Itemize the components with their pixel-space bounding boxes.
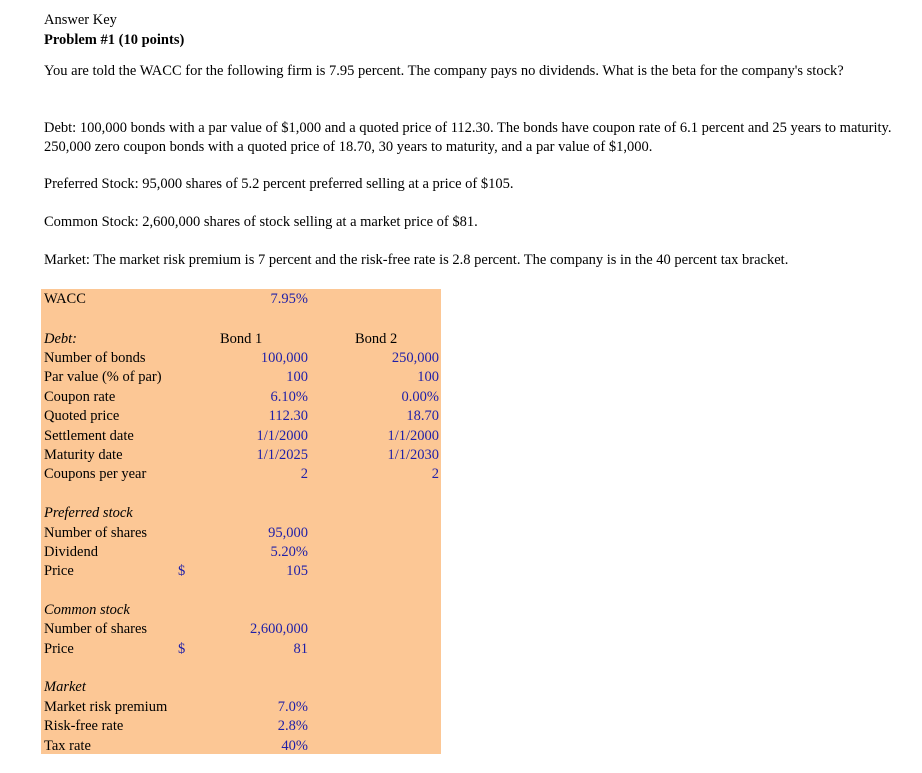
common-value: 2,600,000 bbox=[250, 621, 308, 637]
debt-row-label: Quoted price bbox=[44, 408, 120, 424]
debt-bond1-value: 100,000 bbox=[260, 350, 308, 366]
debt-bond1-value: 112.30 bbox=[268, 408, 308, 424]
preferred-text: Preferred Stock: 95,000 shares of 5.2 percent preferred selling at a price of $105. bbox=[44, 176, 514, 192]
common-row-label: Number of shares bbox=[44, 621, 148, 637]
bond2-header: Bond 2 bbox=[355, 331, 398, 347]
debt-section-label: Debt: bbox=[44, 331, 78, 347]
debt-bond1-value: 2 bbox=[300, 466, 308, 482]
market-value: 2.8% bbox=[277, 718, 308, 734]
debt-bond1-value: 1/1/2025 bbox=[256, 447, 308, 463]
debt-bond2-value: 0.00% bbox=[401, 389, 439, 405]
debt-bond2-value: 100 bbox=[417, 369, 439, 385]
market-row-label: Risk-free rate bbox=[44, 718, 124, 734]
debt-row-label: Coupons per year bbox=[44, 466, 147, 482]
question-text: You are told the WACC for the following firm is 7.95 percent. The company pays no dividends. What is the beta for the company's stock? bbox=[44, 63, 844, 79]
debt-bond1-value: 6.10% bbox=[270, 389, 308, 405]
preferred-row-label: Price bbox=[44, 563, 74, 579]
debt-row-label: Number of bonds bbox=[44, 350, 146, 366]
common-section-label: Common stock bbox=[44, 602, 130, 618]
market-value: 7.0% bbox=[277, 699, 308, 715]
preferred-row-label: Dividend bbox=[44, 544, 98, 560]
debt-bond2-value: 18.70 bbox=[406, 408, 439, 424]
preferred-row-label: Number of shares bbox=[44, 525, 148, 541]
debt-row-label: Par value (% of par) bbox=[44, 369, 162, 385]
debt-bond1-value: 1/1/2000 bbox=[256, 428, 308, 444]
debt-row-label: Settlement date bbox=[44, 428, 134, 444]
debt-bond2-value: 1/1/2030 bbox=[387, 447, 439, 463]
answer-key-label: Answer Key bbox=[44, 12, 117, 28]
debt-row-label: Maturity date bbox=[44, 447, 123, 463]
debt-bond1-value: 100 bbox=[286, 369, 308, 385]
common-text: Common Stock: 2,600,000 shares of stock selling at a market price of $81. bbox=[44, 214, 478, 230]
debt-bond2-value: 250,000 bbox=[391, 350, 439, 366]
preferred-section-label: Preferred stock bbox=[44, 505, 133, 521]
debt-bond2-value: 2 bbox=[431, 466, 439, 482]
market-row-label: Tax rate bbox=[44, 738, 91, 754]
common-value: 81 bbox=[293, 641, 308, 657]
common-row-label: Price bbox=[44, 641, 74, 657]
debt-text: Debt: 100,000 bonds with a par value of $1,000 and a quoted price of 112.30. The bonds have coupon rate of 6.1 percent and 25 years to maturity. 250,000 zero coupon bonds with a quoted price of 18.70, 30 years to maturity, and a par value of $1,000. bbox=[44, 120, 892, 155]
debt-bond2-value: 1/1/2000 bbox=[387, 428, 439, 444]
problem-title: Problem #1 (10 points) bbox=[44, 32, 185, 48]
currency-symbol: $ bbox=[178, 641, 186, 657]
currency-symbol: $ bbox=[178, 563, 186, 579]
preferred-value: 105 bbox=[286, 563, 308, 579]
preferred-value: 5.20% bbox=[270, 544, 308, 560]
market-value: 40% bbox=[281, 738, 308, 754]
market-row-label: Market risk premium bbox=[44, 699, 168, 715]
wacc-label: WACC bbox=[44, 291, 86, 307]
debt-row-label: Coupon rate bbox=[44, 389, 116, 405]
market-section-label: Market bbox=[44, 679, 86, 695]
preferred-value: 95,000 bbox=[268, 525, 308, 541]
market-text: Market: The market risk premium is 7 percent and the risk-free rate is 2.8 percent. The company is in the 40 percent tax bracket. bbox=[44, 252, 789, 268]
bond1-header: Bond 1 bbox=[220, 331, 263, 347]
wacc-value: 7.95% bbox=[270, 291, 308, 307]
